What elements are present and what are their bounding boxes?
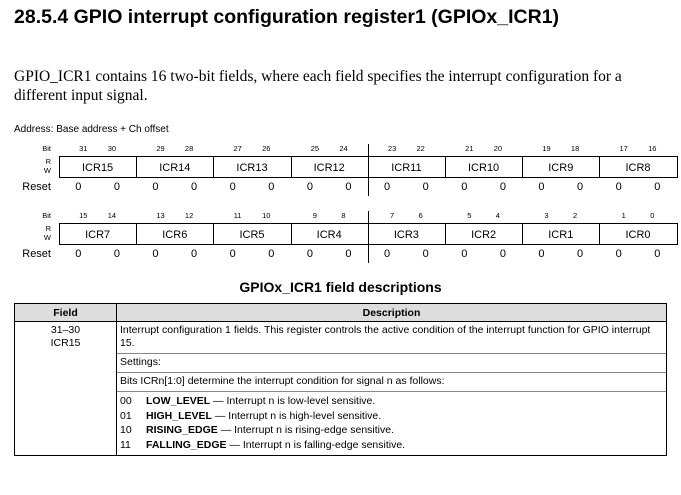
field-divider [59, 223, 60, 245]
bit-number: 29 [156, 144, 165, 153]
description-cell [117, 322, 667, 456]
bit-label: Bit [42, 144, 51, 153]
bit-number: 17 [619, 144, 628, 153]
bit-number: 15 [79, 211, 88, 220]
settings-list [117, 392, 666, 455]
register-field: ICR3 [368, 223, 445, 245]
bit-number: 30 [107, 144, 117, 153]
reset-value: 0 [654, 181, 661, 193]
reset-value: 0 [75, 248, 82, 260]
bit-number: 10 [262, 211, 271, 220]
setting-code: 01 [120, 409, 132, 422]
field-name: ICR15 [50, 337, 81, 349]
w-label: W [43, 166, 51, 175]
reset-value: 0 [268, 248, 275, 260]
bit-number: 3 [544, 211, 549, 220]
bit-number: 31 [79, 144, 88, 153]
column-header-description: Description [117, 304, 667, 322]
reset-value: 0 [345, 248, 352, 260]
field-divider [599, 156, 600, 178]
bit-number: 12 [184, 211, 194, 220]
bit-number: 28 [184, 144, 194, 153]
reset-value: 0 [152, 248, 159, 260]
bit-number: 14 [107, 211, 117, 220]
bit-number: 7 [390, 211, 395, 220]
register-field: ICR2 [445, 223, 522, 245]
register-field: ICR8 [599, 156, 676, 178]
field-divider [445, 223, 446, 245]
reset-value: 0 [384, 248, 391, 260]
bit-number: 4 [495, 211, 500, 220]
bit-number: 13 [156, 211, 165, 220]
register-field: ICR5 [213, 223, 290, 245]
setting-code: 00 [120, 395, 132, 407]
reset-value: 0 [461, 181, 468, 193]
field-divider [136, 156, 137, 178]
reset-value: 0 [152, 181, 159, 193]
field-row [14, 156, 667, 178]
reset-value: 0 [229, 248, 236, 260]
register-field: ICR12 [291, 156, 368, 178]
field-divider [599, 223, 600, 245]
reset-value: 0 [422, 248, 429, 260]
field-cell [15, 322, 117, 456]
reset-value: 0 [499, 181, 506, 193]
setting-name: RISING_EDGE [146, 424, 218, 436]
address-line: Address: Base address + Ch offset [14, 124, 169, 135]
setting-name: HIGH_LEVEL [146, 409, 212, 422]
setting-item [120, 423, 663, 438]
bit-number: 6 [418, 211, 423, 220]
register-field: ICR7 [59, 223, 136, 245]
bit-number: 8 [341, 211, 346, 220]
setting-text: — Interrupt n is high-level sensitive. [211, 409, 382, 422]
reset-value: 0 [306, 248, 313, 260]
bit-number: 2 [573, 211, 578, 220]
bit-number: 0 [650, 211, 655, 220]
field-divider [677, 156, 678, 178]
setting-text: — Interrupt n is rising-edge sensitive. [217, 424, 395, 436]
table-row [15, 322, 667, 456]
reset-divider [368, 178, 369, 196]
field-bits: 31–30 [50, 324, 81, 336]
field-divider [522, 156, 523, 178]
reset-value: 0 [615, 181, 622, 193]
r-label: R [45, 157, 51, 166]
bits-description: Bits ICRn[1:0] determine the interrupt condition for signal n as follows: [117, 373, 666, 392]
setting-code: 10 [120, 424, 132, 436]
column-header-field: Field [15, 304, 117, 322]
field-divider [291, 223, 292, 245]
reset-label: Reset [22, 181, 51, 193]
reset-value: 0 [615, 248, 622, 260]
reset-value: 0 [577, 181, 584, 193]
bit-number: 26 [262, 144, 271, 153]
reset-value: 0 [268, 181, 275, 193]
reset-value: 0 [577, 248, 584, 260]
register-field: ICR13 [213, 156, 290, 178]
table-title: GPIOx_ICR1 field descriptions [239, 279, 442, 295]
field-divider [136, 223, 137, 245]
bit-number: 25 [310, 144, 320, 153]
w-label: W [43, 233, 51, 242]
field-divider [213, 156, 214, 178]
bit-number: 16 [648, 144, 657, 153]
reset-value: 0 [461, 248, 468, 260]
reset-value: 0 [191, 181, 198, 193]
setting-text: — Interrupt n is low-level sensitive. [210, 395, 376, 407]
bit-number: 20 [493, 144, 503, 153]
bit-number: 21 [465, 144, 474, 153]
bit-number: 24 [339, 144, 348, 153]
register-field: ICR6 [136, 223, 213, 245]
reset-value: 0 [538, 181, 545, 193]
reset-value: 0 [654, 248, 661, 260]
register-field: ICR0 [599, 223, 676, 245]
bit-number: 5 [467, 211, 472, 220]
bit-number: 19 [542, 144, 551, 153]
setting-name: FALLING_EDGE [146, 438, 227, 451]
register-field: ICR15 [59, 156, 136, 178]
reset-value: 0 [191, 248, 198, 260]
field-divider [291, 156, 292, 178]
field-divider [677, 223, 678, 245]
register-field: ICR4 [291, 223, 368, 245]
setting-name: LOW_LEVEL [146, 395, 211, 407]
description-text: Interrupt configuration 1 fields. This register controls the active condition of the interrupt function for GPIO interrupt 15. [117, 322, 666, 354]
field-divider [213, 223, 214, 245]
reset-value: 0 [75, 181, 82, 193]
bit-number: 9 [312, 211, 317, 220]
r-label: R [45, 224, 51, 233]
settings-label: Settings: [117, 354, 666, 373]
reset-value: 0 [345, 181, 352, 193]
setting-item [120, 438, 663, 453]
setting-text: — Interrupt n is falling-edge sensitive. [226, 438, 406, 451]
reset-value: 0 [499, 248, 506, 260]
field-row [14, 223, 667, 245]
intro-paragraph: GPIO_ICR1 contains 16 two-bit fields, where each field specifies the interrupt configuration for a different input signal. [14, 68, 622, 104]
bit-number: 27 [233, 144, 242, 153]
reset-value: 0 [229, 181, 236, 193]
field-divider [522, 223, 523, 245]
setting-item [120, 394, 663, 409]
reset-label: Reset [22, 248, 51, 260]
bit-number: 23 [387, 144, 397, 153]
bit-number: 1 [621, 211, 626, 220]
field-divider [445, 156, 446, 178]
register-field: ICR9 [522, 156, 599, 178]
reset-value: 0 [422, 181, 429, 193]
register-field: ICR11 [368, 156, 445, 178]
reset-value: 0 [538, 248, 545, 260]
reset-value: 0 [306, 181, 313, 193]
field-description-table [14, 303, 667, 456]
field-divider [59, 156, 60, 178]
register-field: ICR1 [522, 223, 599, 245]
bit-number: 18 [570, 144, 580, 153]
register-field: ICR14 [136, 156, 213, 178]
setting-item [120, 409, 663, 424]
section-heading: 28.5.4 GPIO interrupt configuration register1 (GPIOx_ICR1) [14, 6, 560, 28]
reset-value: 0 [113, 248, 120, 260]
reset-value: 0 [113, 181, 120, 193]
bit-label: Bit [42, 211, 51, 220]
reset-divider [368, 245, 369, 263]
bit-number: 11 [233, 211, 242, 220]
reset-value: 0 [384, 181, 391, 193]
register-field: ICR10 [445, 156, 522, 178]
setting-code: 11 [120, 438, 131, 451]
bit-number: 22 [416, 144, 425, 153]
